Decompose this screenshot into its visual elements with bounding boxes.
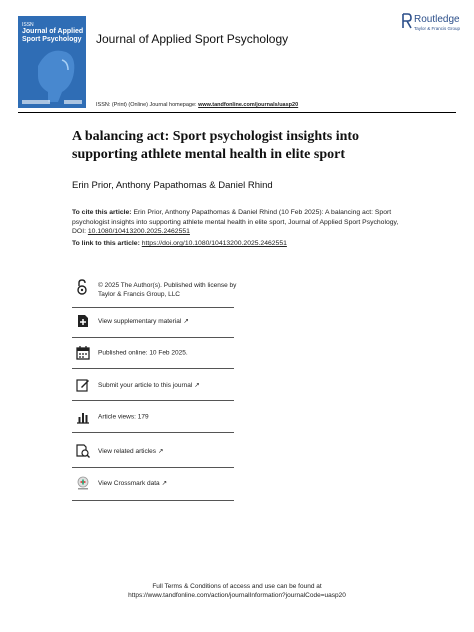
info-label: View related articles bbox=[98, 448, 157, 455]
bar-chart-icon bbox=[76, 410, 90, 424]
info-row-views bbox=[72, 404, 234, 430]
publisher-subtitle: Taylor & Francis Group bbox=[414, 26, 461, 31]
info-row-submit[interactable] bbox=[72, 372, 234, 398]
cite-text: Erin Prior, Anthony Papathomas & Daniel Rhind (10 Feb 2025): A balancing act: Sport psychologist insights into supporting athlete mental health in elite sport, Journal of Applied Sport Psychology, DOI: bbox=[72, 209, 399, 236]
issn-line bbox=[96, 102, 298, 108]
open-access-license: © 2025 The Author(s). Published with license by Taylor & Francis Group, LLC bbox=[98, 282, 237, 298]
supplementary-icon bbox=[76, 314, 90, 328]
submit-icon bbox=[76, 378, 90, 392]
journal-cover-image bbox=[18, 16, 86, 108]
article-authors: Erin Prior, Anthony Papathomas & Daniel Rhind bbox=[72, 180, 273, 191]
article-title: A balancing act: Sport psychologist insights into supporting athlete mental health in elite sport bbox=[72, 129, 360, 162]
doi-link[interactable]: 10.1080/10413200.2025.2462551 bbox=[87, 228, 190, 236]
crossmark-icon bbox=[76, 476, 90, 490]
external-link-icon: ↗ bbox=[158, 448, 164, 455]
info-label: Submit your article to this journal bbox=[98, 382, 193, 389]
info-row-crossmark[interactable] bbox=[72, 470, 234, 496]
cover-title: Journal of Applied Sport Psychology bbox=[22, 28, 84, 44]
footer-line-1: Full Terms & Conditions of access and use can be found at bbox=[152, 583, 322, 590]
cover-issn-text: ISSN bbox=[22, 22, 34, 28]
publisher-logo-text: Routledge bbox=[414, 14, 460, 25]
divider bbox=[72, 400, 234, 401]
info-label: Article views: 179 bbox=[98, 413, 149, 421]
cite-label: To cite this article: bbox=[72, 209, 132, 216]
calendar-icon bbox=[76, 346, 90, 360]
issn-label: ISSN: (Print) (Online) Journal homepage: bbox=[96, 102, 197, 108]
external-link-icon: ↗ bbox=[161, 480, 168, 487]
link-label: To link to this article: bbox=[72, 240, 140, 247]
divider bbox=[72, 368, 234, 369]
routledge-logo-icon bbox=[402, 13, 412, 29]
info-label: View supplementary material bbox=[98, 318, 182, 325]
info-label: Published online: 10 Feb 2025. bbox=[98, 349, 188, 357]
journal-homepage-link[interactable]: www.tandfonline.com/journals/uasp20 bbox=[198, 102, 299, 108]
info-label: View Crossmark data bbox=[98, 480, 160, 487]
journal-title[interactable]: Journal of Applied Sport Psychology bbox=[96, 32, 289, 46]
divider bbox=[72, 432, 234, 433]
open-access-icon bbox=[76, 279, 88, 295]
terms-footer bbox=[0, 582, 474, 601]
info-row-supplementary[interactable] bbox=[72, 308, 234, 334]
divider bbox=[72, 337, 234, 338]
footer-terms-link[interactable]: https://www.tandfonline.com/action/journalInformation?journalCode=uasp20 bbox=[128, 592, 346, 600]
link-line bbox=[72, 240, 287, 247]
header-divider bbox=[18, 112, 456, 113]
external-link-icon: ↗ bbox=[194, 382, 200, 389]
info-row-related[interactable] bbox=[72, 438, 234, 464]
info-row-published bbox=[72, 340, 234, 366]
divider bbox=[72, 467, 234, 468]
external-link-icon: ↗ bbox=[183, 318, 189, 325]
article-doi-url[interactable]: https://doi.org/10.1080/10413200.2025.2462551 bbox=[141, 240, 287, 247]
citation-block bbox=[72, 208, 402, 237]
related-articles-icon bbox=[76, 444, 90, 458]
divider bbox=[72, 500, 234, 501]
